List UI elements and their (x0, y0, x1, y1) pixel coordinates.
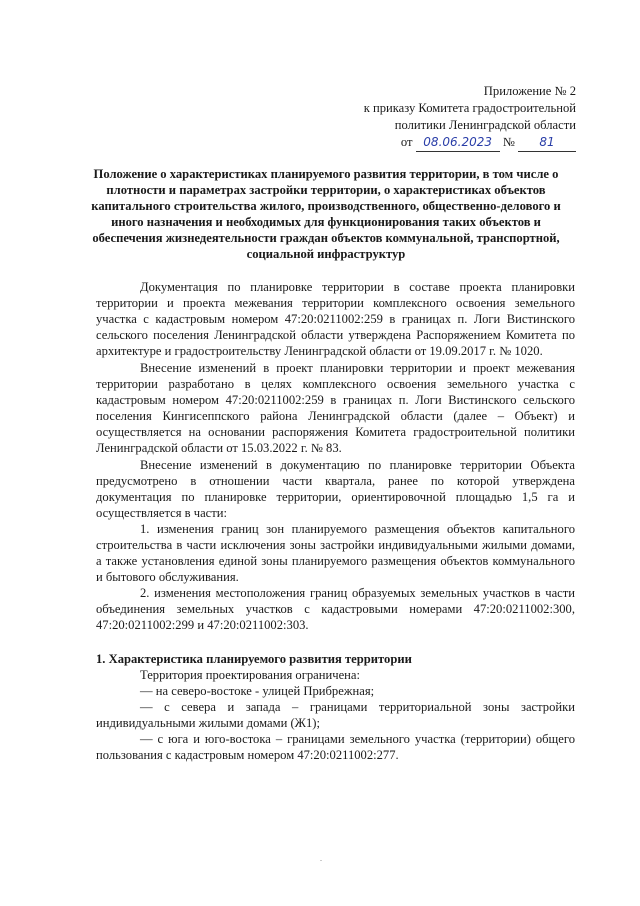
paragraph-4: 1. изменения границ зон планируемого размещения объектов капитального строительства в части исключения зоны застройки индивидуальными жилыми домами, а также установления единой зоны планируемого размещения объектов коммунального и бытового обслуживания. (96, 522, 575, 584)
document-body (96, 279, 575, 763)
order-line: к приказу Комитета градостроительной (363, 101, 576, 115)
committee-line: политики Ленинградской области (394, 118, 576, 132)
handwritten-date: 08.06.2023 (423, 135, 493, 149)
paragraph-5: 2. изменения местоположения границ образуемых земельных участков в части объединения земельных участков с кадастровыми номерами 47:20:0211002:300, 47:20:0211002:299 и 47:20:0211002:303. (96, 586, 575, 632)
document-title: Положение о характеристиках планируемого развития территории, в том числе о плотности и параметрах застройки территории, о характеристиках объектов капитального строительства жилого, производственного, общественно-делового и иного назначения и необходимых для функционирования таких объектов и обеспечения жизнедеятельности граждан объектов коммунальной, транспортной, социальной инфраструктур (91, 167, 561, 261)
handwritten-number: 81 (539, 135, 555, 149)
number-prefix: № (502, 135, 515, 149)
date-field (416, 134, 500, 152)
number-field (518, 134, 576, 152)
boundary-item-1: — на северо-востоке - улицей Прибрежная; (140, 684, 375, 698)
section-1-heading: 1. Характеристика планируемого развития территории (96, 652, 412, 666)
paragraph-1: Документация по планировке территории в составе проекта планировки территории и проекта межевания территории комплексного освоения земельного участка с кадастровым номером 47:20:0211002:259 в границах п. Логи Вистинского сельского поселения Ленинградской области утверждена Распоряжением Комитета по архитектуре и градостроительству Ленинградской области от 19.09.2017 г. № 1020. (96, 280, 575, 358)
boundary-item-2: — с севера и запада – границами территориальной зоны застройки индивидуальными жилыми домами (Ж1); (96, 700, 575, 730)
date-number-line (364, 134, 576, 152)
date-prefix: от (400, 135, 413, 149)
approval-block (364, 83, 576, 152)
paragraph-3: Внесение изменений в документацию по планировке территории Объекта предусмотрено в отношении части квартала, ранее по которой утверждена документация по планировке территории, ориентировочной площадью 1,5 га и осуществляется в части: (96, 458, 575, 520)
section-1-intro: Территория проектирования ограничена: (140, 668, 360, 682)
boundary-item-3: — с юга и юго-востока – границами земельного участка (территории) общего пользования с кадастровым номером 47:20:0211002:277. (96, 732, 575, 762)
appendix-label: Приложение № 2 (483, 84, 576, 98)
paragraph-2: Внесение изменений в проект планировки территории и проект межевания территории разработано в целях комплексного освоения земельного участка с кадастровым номером 47:20:0211002:259 в границах п. Логи Вистинского сельского поселения Кингисеппского района Ленинградской области (далее – Объект) и осуществляется на основании распоряжения Комитета градостроительной политики Ленинградской области от 15.03.2022 г. № 83. (96, 361, 575, 455)
scan-artifact (320, 860, 322, 861)
